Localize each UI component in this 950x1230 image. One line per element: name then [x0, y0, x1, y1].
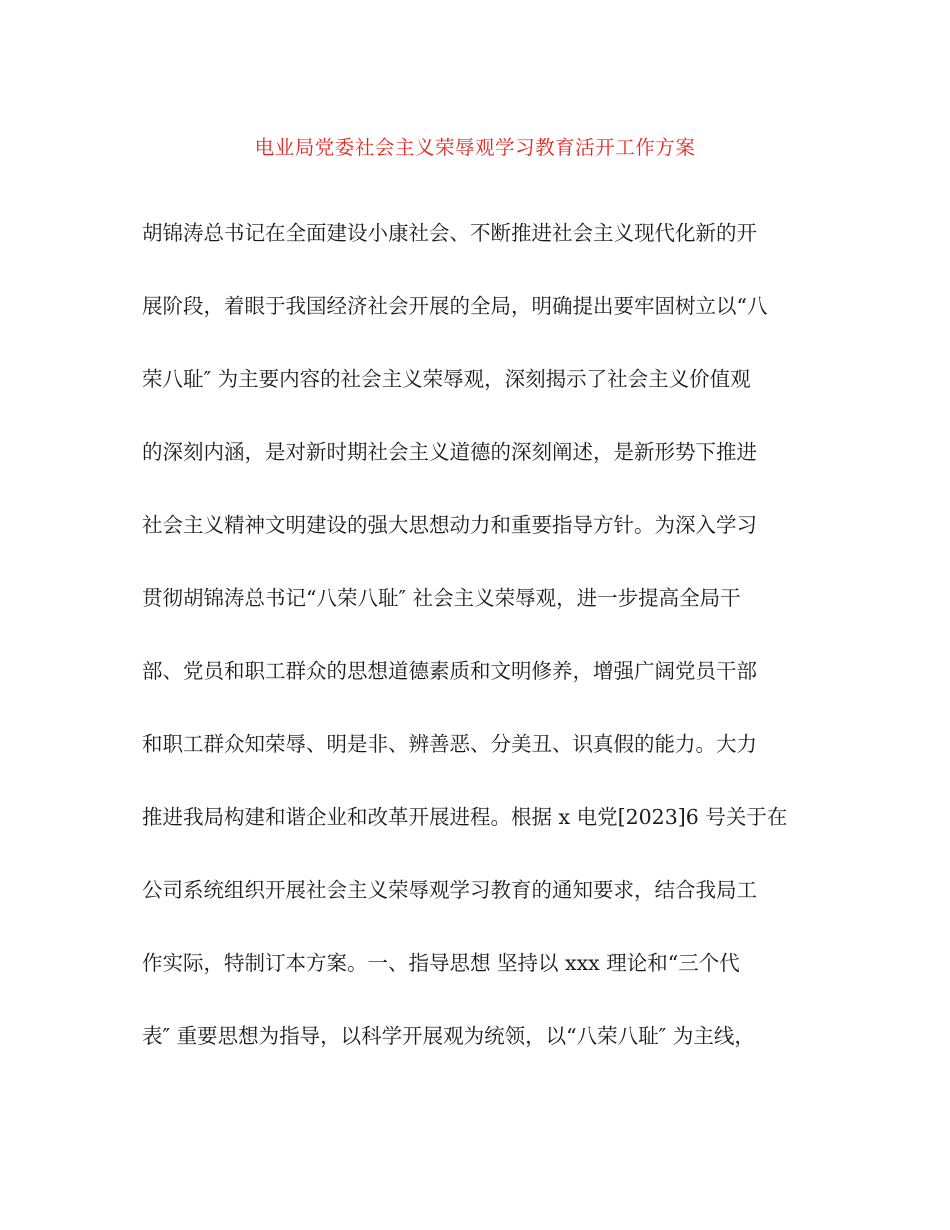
document-title: 电业局党委社会主义荣辱观学习教育活开工作方案: [254, 136, 696, 159]
paragraph-line-2: 展阶段，着眼于我国经济社会开展的全局，明确提出要牢固树立以“八: [142, 294, 768, 318]
paragraph-line-9: 推进我局构建和谐企业和改革开展进程。根据 x 电党[2023]6 号关于在: [142, 805, 788, 829]
paragraph-line-4: 的深刻内涵，是对新时期社会主义道德的深刻阐述，是新形势下推进: [142, 440, 757, 464]
paragraph-line-5: 社会主义精神文明建设的强大思想动力和重要指导方针。为深入学习: [142, 513, 757, 537]
paragraph-line-1: 胡锦涛总书记在全面建设小康社会、不断推进社会主义现代化新的开: [142, 221, 757, 245]
paragraph-line-8: 和职工群众知荣辱、明是非、辨善恶、分美丑、识真假的能力。大力: [142, 732, 757, 756]
paragraph-line-7: 部、党员和职工群众的思想道德素质和文明修养，增强广阔党员干部: [142, 659, 757, 683]
paragraph-line-6: 贯彻胡锦涛总书记“八荣八耻″ 社会主义荣辱观，进一步提高全局干: [142, 586, 741, 610]
paragraph-line-10: 公司系统组织开展社会主义荣辱观学习教育的通知要求，结合我局工: [142, 878, 757, 902]
paragraph-line-12: 表″ 重要思想为指导，以科学开展观为统领，以“八荣八耻″ 为主线，: [142, 1024, 755, 1048]
paragraph-line-11: 作实际，特制订本方案。一、指导思想 坚持以 xxx 理论和“三个代: [142, 951, 740, 975]
paragraph-line-3: 荣八耻″ 为主要内容的社会主义荣辱观，深刻揭示了社会主义价值观: [142, 367, 751, 391]
